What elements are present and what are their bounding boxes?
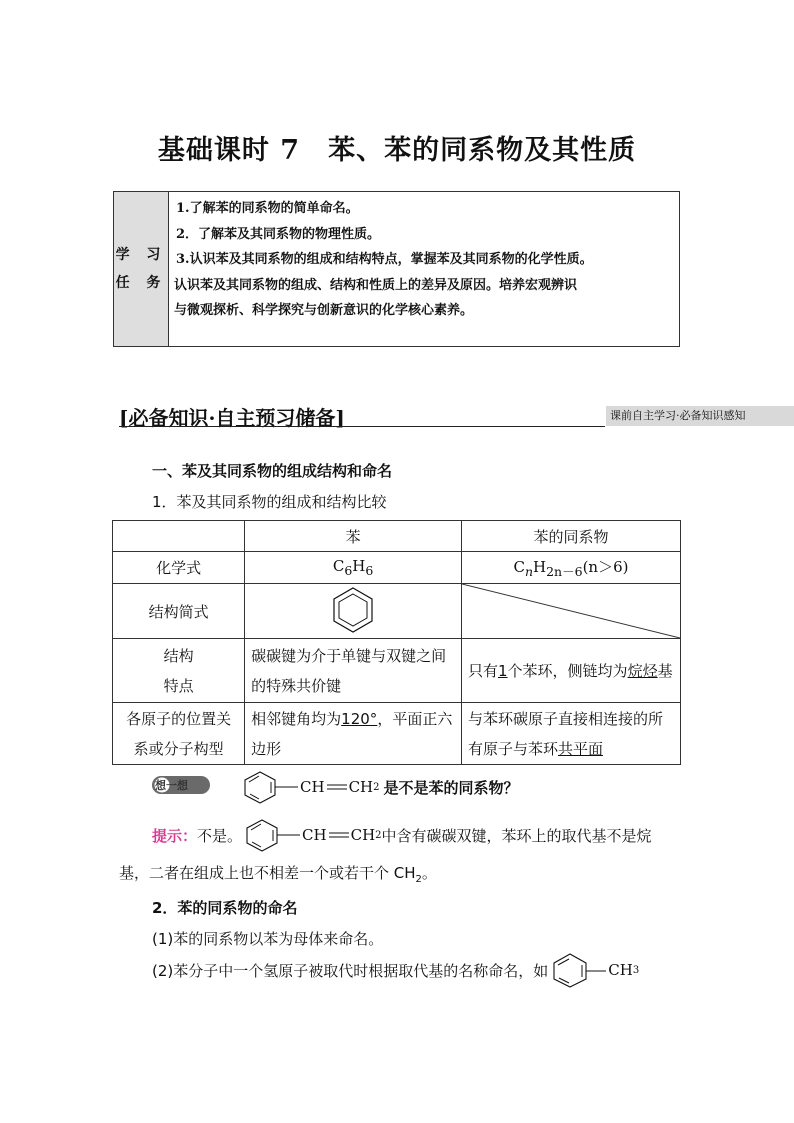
table-row-features xyxy=(113,639,681,703)
comparison-table xyxy=(112,520,681,765)
heading-naming: 2．苯的同系物的命名 xyxy=(152,899,298,917)
task-label-line2: 任 务 xyxy=(115,275,167,291)
phenyl-ring-icon xyxy=(548,952,608,988)
naming-item-2: (2)苯分子中一个氢原子被取代时根据取代基的名称命名，如 CH 3 xyxy=(152,952,639,988)
row-label-features: 结构 特点 xyxy=(113,639,245,703)
task-line-2: 2．了解苯及其同系物的物理性质。 xyxy=(176,226,381,242)
task-line-3: 3.认识苯及其同系物的组成和结构特点，掌握苯及其同系物的化学性质。 xyxy=(176,252,593,267)
benzene-ring-icon xyxy=(323,584,383,634)
double-bond-icon xyxy=(325,782,349,792)
row-label-structure: 结构简式 xyxy=(113,584,245,639)
hint-label: 提示： xyxy=(152,826,198,845)
heading-comparison: 1．苯及其同系物的组成和结构比较 xyxy=(152,493,387,511)
diagonal-slash xyxy=(462,584,680,638)
think-question: CH CH 2 是不是苯的同系物？ xyxy=(240,770,519,804)
benzene-formula: $C_6H_6$ xyxy=(245,552,462,584)
double-bond-icon xyxy=(327,830,351,840)
homolog-formula: $C_nH_{2n-6}(n>6)$ xyxy=(461,552,680,584)
section-title: [必备知识·自主预习储备] xyxy=(119,406,345,430)
heading-composition: 一、苯及其同系物的组成结构和命名 xyxy=(152,462,393,480)
learning-task-box xyxy=(113,191,680,347)
table-row-geometry xyxy=(113,703,681,765)
hint-continuation: 基，二者在组成上也不相差一个或若干个 $CH_2$。 xyxy=(119,864,437,885)
think-badge-text: 想一想 xyxy=(155,779,188,792)
task-label-line1: 学 习 xyxy=(115,247,167,263)
task-line-4: 认识苯及其同系物的组成、结构和性质上的差异及原因。培养宏观辨识 xyxy=(174,277,578,293)
homolog-features: 只有1个苯环，侧链均为烷烃基 xyxy=(461,639,680,703)
task-line-5: 与微观探析、科学探究与创新意识的化学核心素养。 xyxy=(174,303,474,318)
col-benzene-header: 苯 xyxy=(245,521,462,552)
phenyl-ring-icon xyxy=(240,770,300,804)
row-label-geometry: 各原子的位置关系或分子构型 xyxy=(113,703,245,765)
homolog-geometry: 与苯环碳原子直接相连接的所有原子与苯环共平面 xyxy=(461,703,680,765)
section-rule xyxy=(119,426,605,427)
page-title: 基础课时 7 苯、苯的同系物及其性质 xyxy=(157,135,637,166)
benzene-features: 碳碳键为介于单键与双键之间的特殊共价键 xyxy=(245,639,462,703)
hint-paragraph: 提示： 不是。 CH CH 2 中含有碳碳双键，苯环上的取代基不是烷 xyxy=(152,818,652,852)
learning-task-content xyxy=(176,196,676,324)
table-row-formula xyxy=(113,552,681,584)
table-header-row xyxy=(113,521,681,552)
table-row-structure xyxy=(113,584,681,639)
phenyl-ring-icon xyxy=(242,818,302,852)
benzene-geometry: 相邻键角均为120°，平面正六边形 xyxy=(245,703,462,765)
benzene-structure-cell xyxy=(245,584,462,639)
row-label-formula: 化学式 xyxy=(113,552,245,584)
learning-task-label xyxy=(114,192,169,346)
naming-item-1: (1)苯的同系物以苯为母体来命名。 xyxy=(152,930,384,948)
table-corner-cell xyxy=(113,521,245,552)
task-line-1: 1.了解苯的同系物的简单命名。 xyxy=(176,201,359,216)
think-badge xyxy=(152,775,212,799)
homolog-structure-cell-blank xyxy=(461,584,680,639)
col-homolog-header: 苯的同系物 xyxy=(461,521,680,552)
section-badge: 课前自主学习·必备知识感知 xyxy=(606,406,794,426)
